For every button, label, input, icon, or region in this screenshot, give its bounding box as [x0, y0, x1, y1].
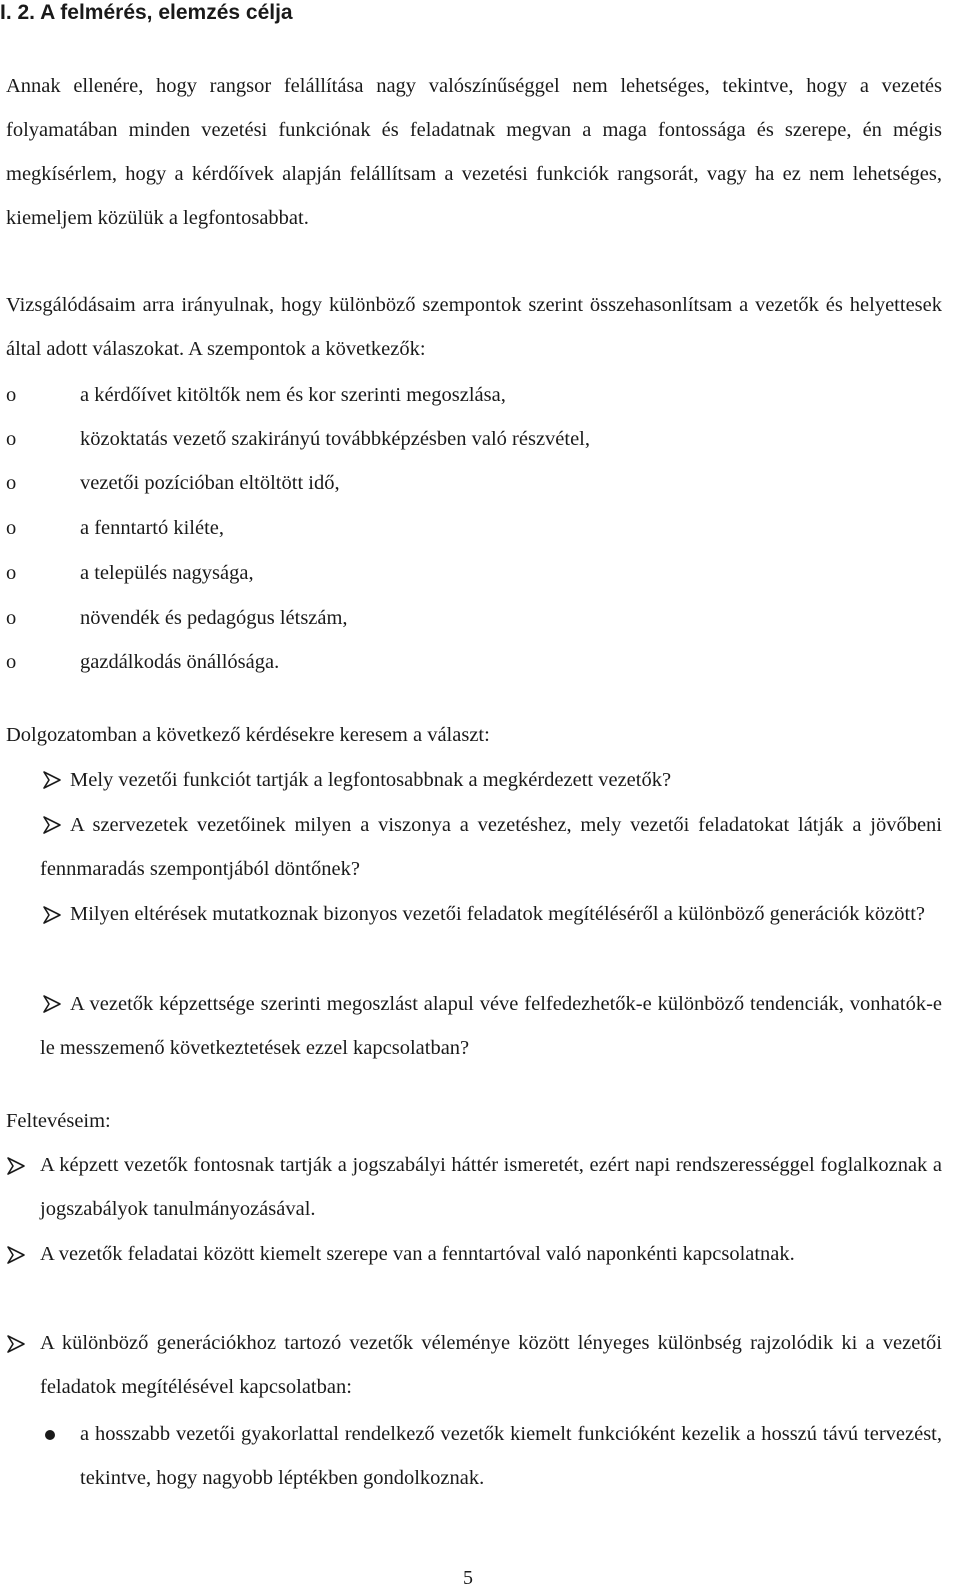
list-marker-o: o: [6, 607, 17, 629]
list-marker-o: o: [6, 384, 17, 406]
criteria-item: a település nagysága,: [80, 562, 254, 584]
criteria-item: közoktatás vezető szakirányú továbbképzésben való részvétel,: [80, 428, 591, 450]
criteria-item: vezetői pozícióban eltöltött idő,: [80, 472, 340, 494]
arrowhead-bullet-icon: [6, 1245, 26, 1265]
questions-intro: Dolgozatomban a következő kérdésekre keresem a választ:: [6, 724, 490, 746]
intro-paragraph-1: Annak ellenére, hogy rangsor felállítása nagy valószínűséggel nem lehetséges, tekintve, hogy a vezetés folyamatában minden vezetési funkciónak és feladatnak megvan a maga fontossága és szerepe, én mégis megkísérlem, hogy a kérdőívek alapján felállítsam a vezetési funkciók rangsorát, vagy ha ez nem lehetséges, kiemeljem közülük a legfontosabbat.: [6, 75, 942, 229]
question-item: A szervezetek vezetőinek milyen a viszonya a vezetéshez, mely vezetői feladatokat látják a jövőbeni fennmaradás szempontjából döntőnek?: [40, 814, 942, 880]
list-marker-o: o: [6, 562, 17, 584]
question-item: Mely vezetői funkciót tartják a legfontosabbnak a megkérdezett vezetők?: [70, 769, 672, 791]
list-marker-o: o: [6, 517, 17, 539]
page-number: 5: [463, 1567, 473, 1589]
arrowhead-bullet-icon: [6, 1334, 26, 1354]
question-item: A vezetők képzettsége szerinti megoszlást alapul véve felfedezhetők-e különböző tendenciák, vonhatók-e le messzemenő következtetések ezzel kapcsolatban?: [40, 993, 942, 1059]
hypothesis-item: A különböző generációkhoz tartozó vezetők véleménye között lényeges különbség rajzolódik ki a vezetői feladatok megítélésével kapcsolatban:: [40, 1332, 942, 1398]
list-marker-o: o: [6, 651, 17, 673]
hypothesis-item: A képzett vezetők fontosnak tartják a jogszabályi háttér ismeretét, ezért napi rendszerességgel foglalkoznak a jogszabályok tanulmányozásával.: [40, 1154, 942, 1220]
question-item: Milyen eltérések mutatkoznak bizonyos vezetői feladatok megítéléséről a különböző generációk között?: [70, 903, 925, 925]
hypothesis-item: A vezetők feladatai között kiemelt szerepe van a fenntartóval való naponkénti kapcsolatnak.: [40, 1243, 795, 1265]
arrowhead-bullet-icon: [6, 1156, 26, 1176]
criteria-item: a fenntartó kiléte,: [80, 517, 225, 539]
list-marker-o: o: [6, 472, 17, 494]
list-marker-o: o: [6, 428, 17, 450]
arrowhead-bullet-icon: [42, 770, 62, 790]
criteria-item: a kérdőívet kitöltők nem és kor szerinti megoszlása,: [80, 384, 506, 406]
filled-dot-icon: [45, 1430, 55, 1440]
hypothesis-sub-item: a hosszabb vezetői gyakorlattal rendelkező vezetők kiemelt funkcióként kezelik a hosszú távú tervezést, tekintve, hogy nagyobb léptékben gondolkoznak.: [80, 1423, 942, 1489]
intro-paragraph-2: Vizsgálódásaim arra irányulnak, hogy különböző szempontok szerint összehasonlítsam a vezetők és helyettesek által adott válaszokat. A szempontok a következők:: [6, 294, 942, 360]
section-heading: I. 2. A felmérés, elemzés célja: [0, 1, 293, 24]
hypotheses-title: Feltevéseim:: [6, 1110, 111, 1132]
criteria-item: növendék és pedagógus létszám,: [80, 607, 348, 629]
criteria-item: gazdálkodás önállósága.: [80, 651, 280, 673]
